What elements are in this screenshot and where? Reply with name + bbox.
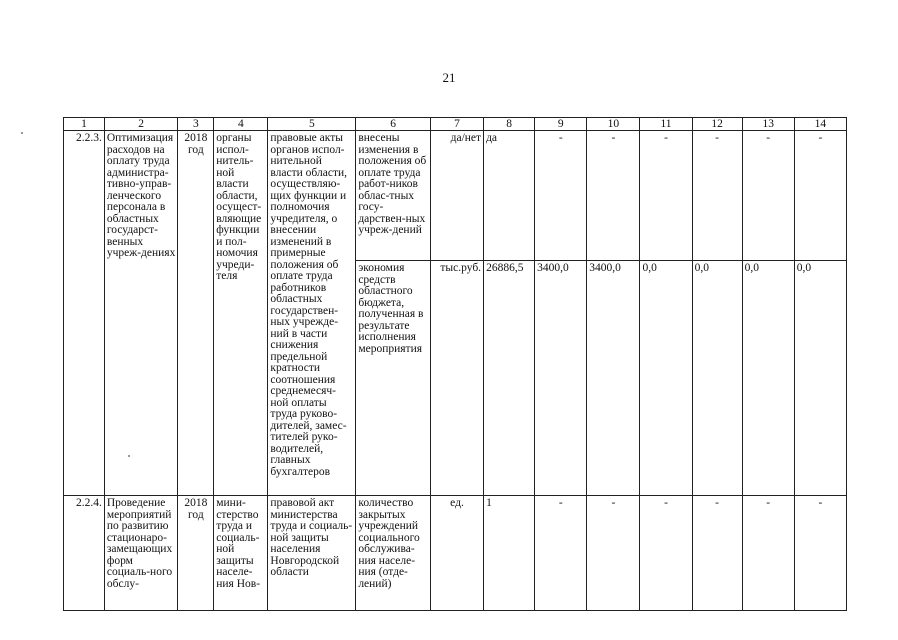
deadline: 2018 год [178, 496, 214, 611]
table-row [64, 496, 847, 611]
stray-dot-left [21, 132, 23, 134]
measures-table [63, 117, 847, 611]
value-cell: 0,0 [692, 261, 742, 496]
page-number: 21 [442, 70, 456, 85]
header-cell: 3 [178, 118, 214, 131]
value-cell: 3400,0 [587, 261, 640, 496]
header-cell: 11 [640, 118, 692, 131]
indicator-name: внесены изменения в положения об оплате труда работ-ников облас-тных госу-дарствен-ных учреж-дений [356, 131, 431, 261]
deadline: 2018 год [178, 131, 214, 496]
value-cell: да [484, 131, 535, 261]
header-cell: 14 [794, 118, 846, 131]
header-cell: 10 [587, 118, 640, 131]
result-document: правовые акты органов испол-нительной власти области, осуществляю-щих функции и полномочия учредителя, о внесении изменений в примерные положения об оплате труда работников областных государствен-ных учрежде-ний в части снижения предельной кратности соотношения среднемесяч-ной оплаты труда руково-дителей, замес-тителей руко-водителей, главных бухгалтеров [268, 131, 356, 496]
value-cell: - [535, 496, 587, 611]
header-cell: 12 [692, 118, 742, 131]
value-cell: - [742, 496, 794, 611]
measure-name: Оптимизация расходов на оплату труда администра-тивно-управ-ленческого персонала в областных государст-венных учреж-дениях [104, 131, 178, 496]
table-row [64, 131, 847, 261]
value-cell: - [692, 496, 742, 611]
item-number: 2.2.3. [64, 131, 105, 496]
header-cell: 1 [64, 118, 105, 131]
value-cell: - [535, 131, 587, 261]
indicator-unit: да/нет [430, 131, 483, 261]
value-cell: - [794, 496, 846, 611]
measure-name: Проведение мероприятий по развитию стационаро-замещающих форм социаль-ного обслу- [104, 496, 178, 611]
value-cell: - [794, 131, 846, 261]
value-cell: 1 [484, 496, 535, 611]
value-cell: 0,0 [794, 261, 846, 496]
value-cell: - [640, 131, 692, 261]
value-cell: - [640, 496, 692, 611]
indicator-unit: тыс.руб. [430, 261, 483, 496]
indicator-name: количество закрытых учреждений социального обслужива-ния населе-ния (отде-лений) [356, 496, 431, 611]
header-cell: 2 [104, 118, 178, 131]
value-cell: - [587, 131, 640, 261]
header-cell: 9 [535, 118, 587, 131]
indicator-name: экономия средств областного бюджета, полученная в результате исполнения мероприятия [356, 261, 431, 496]
indicator-unit: ед. [430, 496, 483, 611]
value-cell: 0,0 [742, 261, 794, 496]
executor: органы испол-нитель-ной власти области, осущест-вляющие функции и пол-номочия учреди-теля [214, 131, 268, 496]
value-cell: - [692, 131, 742, 261]
item-number: 2.2.4. [64, 496, 105, 611]
value-cell: - [742, 131, 794, 261]
value-cell: 0,0 [640, 261, 692, 496]
header-cell: 7 [430, 118, 483, 131]
value-cell: - [587, 496, 640, 611]
result-document: правовой акт министерства труда и социаль-ной защиты населения Новгородской области [268, 496, 356, 611]
header-cell: 8 [484, 118, 535, 131]
header-cell: 13 [742, 118, 794, 131]
executor: мини-стерство труда и социаль-ной защиты населе-ния Нов- [214, 496, 268, 611]
header-cell: 6 [356, 118, 431, 131]
header-cell: 5 [268, 118, 356, 131]
value-cell: 26886,5 [484, 261, 535, 496]
value-cell: 3400,0 [535, 261, 587, 496]
header-row [64, 118, 847, 131]
header-cell: 4 [214, 118, 268, 131]
